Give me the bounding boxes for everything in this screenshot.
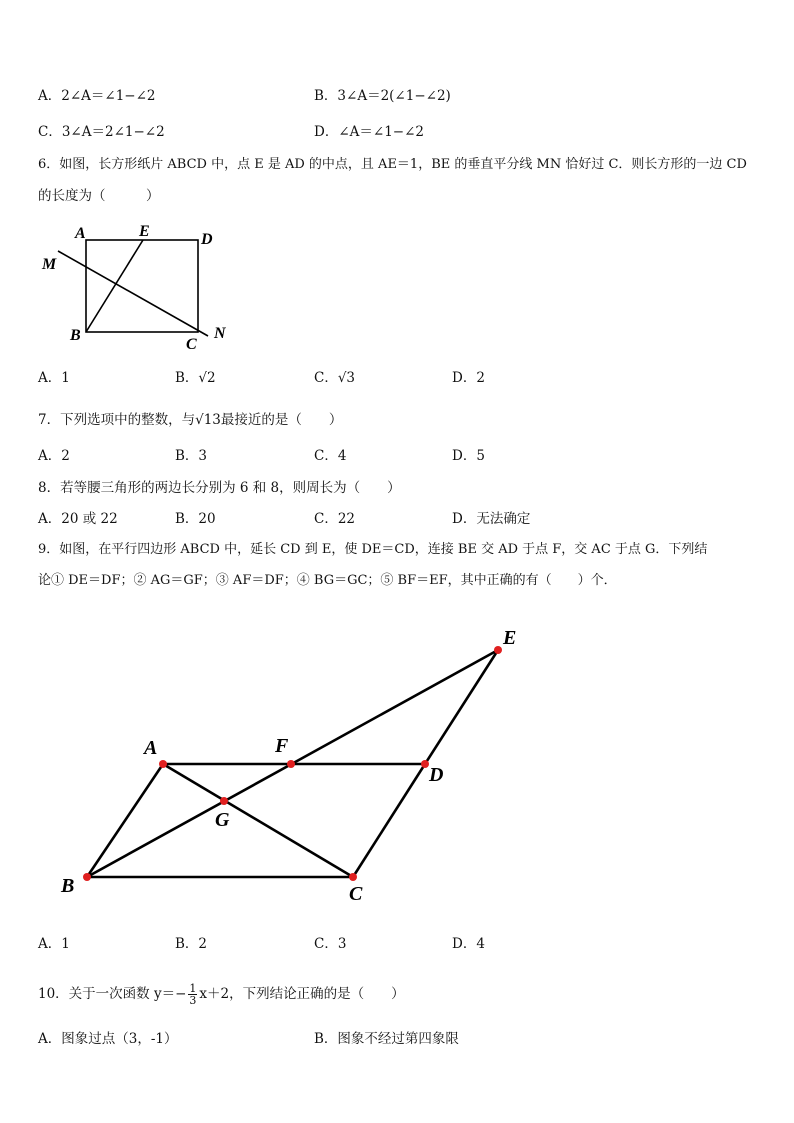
point-a (159, 760, 167, 768)
q6-option-b: B．√2 (175, 370, 216, 386)
point-g (220, 797, 228, 805)
q7-stem: 7．下列选项中的整数，与√13最接近的是（ ） (38, 412, 343, 428)
q10-stem-suffix: x＋2，下列结论正确的是（ ） (199, 986, 405, 1002)
q10-fraction-numerator: 1 (189, 981, 197, 995)
q9-option-b: B．2 (175, 936, 208, 952)
label-e: E (503, 627, 517, 649)
q9-stem-line1: 9．如图，在平行四边形 ABCD 中，延长 CD 到 E，使 DE＝CD，连接 BE 交 AD 于点 F，交 AC 于点 G．下列结 (38, 542, 708, 557)
q10-fraction (188, 983, 197, 1006)
q7-option-b: B．3 (175, 448, 208, 464)
q5-option-a: A．2∠A＝∠1−∠2 (38, 88, 156, 104)
q8-option-a: A．20 或 22 (38, 511, 118, 527)
q8-stem: 8．若等腰三角形的两边长分别为 6 和 8，则周长为（ ） (38, 480, 401, 496)
label-a: A (75, 225, 86, 242)
label-c: C (349, 883, 363, 905)
label-a: A (144, 737, 158, 759)
q10-fraction-denominator: 3 (189, 993, 197, 1007)
q7-option-c: C．4 (314, 448, 347, 464)
point-c (349, 873, 357, 881)
q5-option-b: B．3∠A＝2(∠1−∠2) (314, 88, 451, 104)
rectangle-abcd (86, 240, 198, 332)
q9-stem-line2: 论① DE＝DF；② AG＝GF；③ AF＝DF；④ BG＝GC；⑤ BF＝EF，其中正确的有（ ）个． (38, 573, 617, 588)
q6-option-d: D．2 (452, 370, 485, 386)
point-e (494, 646, 502, 654)
q10-stem (38, 981, 405, 1007)
q6-stem-line1: 6．如图，长方形纸片 ABCD 中，点 E 是 AD 的中点，且 AE＝1，BE 的垂直平分线 MN 恰好过 C．则长方形的一边 CD (38, 157, 747, 172)
q10-option-b: B．图象不经过第四象限 (314, 1031, 459, 1047)
label-d: D (429, 764, 444, 786)
label-b: B (70, 327, 81, 344)
label-g: G (215, 809, 230, 831)
label-e: E (139, 223, 150, 240)
q6-stem-line2: 的长度为（ ） (38, 188, 160, 204)
label-m: M (42, 256, 57, 273)
q8-option-c: C．22 (314, 511, 356, 527)
q6-rectangle-figure (36, 218, 236, 353)
q6-option-a: A．1 (38, 370, 70, 386)
label-f: F (275, 735, 289, 757)
q9-option-a: A．1 (38, 936, 70, 952)
label-n: N (214, 325, 226, 342)
q10-stem-prefix: 10．关于一次函数 y＝− (38, 986, 187, 1002)
segment-dc (353, 764, 425, 877)
q5-option-c: C．3∠A＝2∠1−∠2 (38, 124, 165, 140)
segment-de (425, 650, 498, 764)
q8-option-d: D．无法确定 (452, 511, 531, 527)
label-b: B (61, 875, 75, 897)
q7-option-a: A．2 (38, 448, 70, 464)
q6-option-c: C．√3 (314, 370, 356, 386)
q10-option-a: A．图象过点（3，-1） (38, 1031, 178, 1047)
point-d (421, 760, 429, 768)
q7-option-d: D．5 (452, 448, 485, 464)
q8-option-b: B．20 (175, 511, 216, 527)
q5-option-d: D．∠A＝∠1−∠2 (314, 124, 424, 140)
q9-option-c: C．3 (314, 936, 347, 952)
segment-be (86, 240, 143, 332)
point-b (83, 873, 91, 881)
q9-option-d: D．4 (452, 936, 485, 952)
segment-ab (87, 764, 163, 877)
label-c: C (186, 336, 197, 353)
label-d: D (201, 231, 213, 248)
line-mn (58, 251, 208, 336)
q9-parallelogram-figure (50, 620, 530, 910)
point-f (287, 760, 295, 768)
